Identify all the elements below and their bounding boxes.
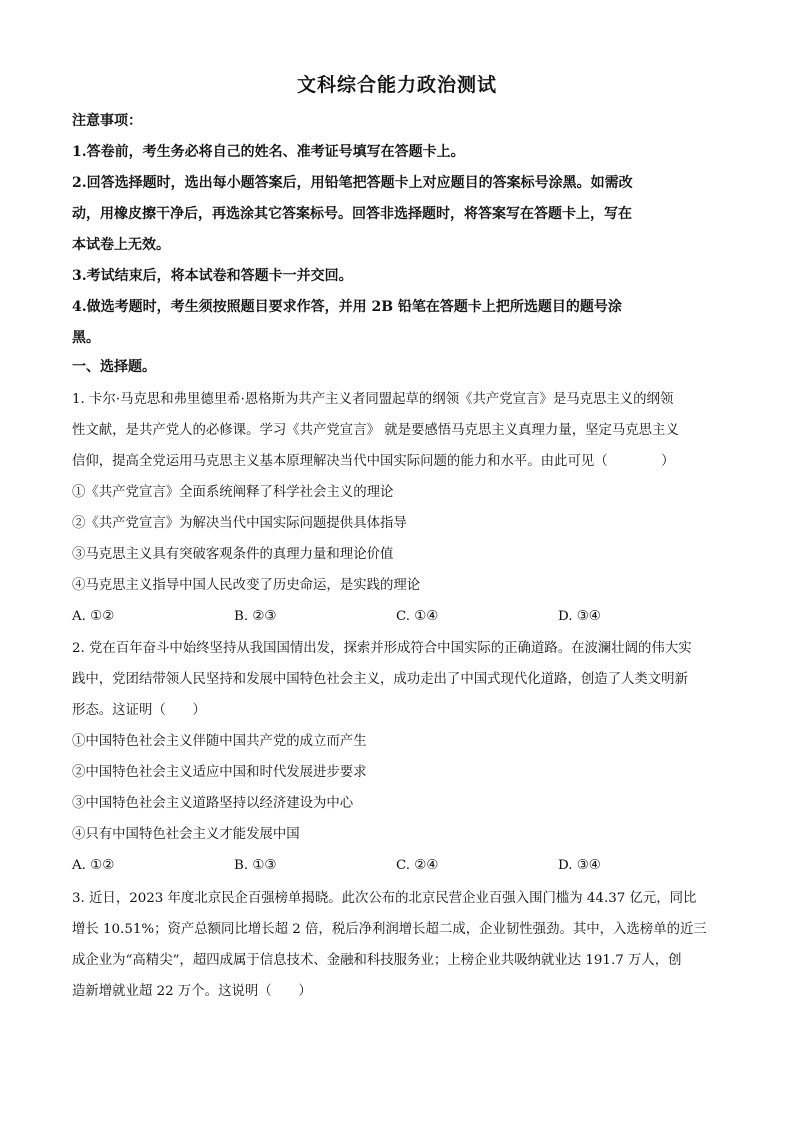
notice-line: 3.考试结束后，将本试卷和答题卡一并交回。	[72, 268, 353, 284]
question-2	[72, 633, 724, 881]
question-3	[72, 883, 724, 1007]
notice-line: 黑。	[72, 330, 100, 346]
answer-choices	[72, 850, 724, 881]
choice-c: C. ①④	[396, 609, 439, 624]
question-stem-line: 3. 近日，2023 年度北京民企百强榜单揭晓。此次公布的北京民营企业百强入围门槛为 44.37 亿元，同比	[72, 891, 697, 906]
question-stem-line: 2. 党在百年奋斗中始终坚持从我国国情出发，探索并形成符合中国实际的正确道路。在波澜壮阔的伟大实	[72, 641, 692, 656]
question-stem-line: 增长 10.51%；资产总额同比增长超 2 倍，税后净利润增长超二成，企业韧性强劲。其中，入选榜单的近三	[72, 922, 707, 937]
question-stem-line: 形态。这证明（ ）	[72, 703, 206, 718]
notice-heading: 注意事项：	[72, 113, 142, 129]
choice-c: C. ②④	[396, 858, 439, 873]
section-title: 一、选择题。	[72, 359, 156, 375]
choice-d: D. ③④	[558, 609, 601, 624]
question-1	[72, 384, 724, 632]
question-statement: ③中国特色社会主义道路坚持以经济建设为中心	[72, 796, 354, 811]
question-statement: ④马克思主义指导中国人民改变了历史命运，是实践的理论	[72, 578, 421, 593]
choice-b: B. ①③	[234, 858, 277, 873]
question-statement: ①中国特色社会主义伴随中国共产党的成立而产生	[72, 734, 367, 749]
question-stem-line: 信仰，提高全党运用马克思主义基本原理解决当代中国实际问题的能力和水平。由此可见（ ）	[72, 454, 675, 469]
question-statement: ②中国特色社会主义适应中国和时代发展进步要求	[72, 765, 367, 780]
choice-d: D. ③④	[558, 858, 601, 873]
question-stem-line: 性文献，是共产党人的必修课。学习《共产党宣言》 就是要感悟马克思主义真理力量，坚定马克思主义	[72, 423, 679, 438]
notice-line: 4.做选考题时，考生须按照题目要求作答，并用 2B 铅笔在答题卡上把所选题目的题号涂	[72, 299, 622, 315]
question-stem-line: 1. 卡尔·马克思和弗里德里希·恩格斯为共产主义者同盟起草的纲领《共产党宣言》是马克思主义的纲领	[72, 392, 674, 407]
question-statement: ①《共产党宣言》全面系统阐释了科学社会主义的理论	[72, 485, 394, 500]
notice-line: 本试卷上无效。	[72, 237, 170, 253]
notice-line: 2.回答选择题时，选出每小题答案后，用铅笔把答题卡上对应题目的答案标号涂黑。如需改	[72, 175, 633, 191]
question-stem-line: 成企业为“高精尖”，超四成属于信息技术、金融和科技服务业；上榜企业共吸纳就业达 191.7 万人，创	[72, 953, 682, 968]
question-statement: ④只有中国特色社会主义才能发展中国	[72, 827, 300, 842]
question-statement: ②《共产党宣言》为解决当代中国实际问题提供具体指导	[72, 516, 407, 531]
notice-block	[72, 106, 722, 354]
choice-a: A. ①②	[72, 858, 115, 873]
notice-line: 动，用橡皮擦干净后，再选涂其它答案标号。回答非选择题时，将答案写在答题卡上，写在	[72, 206, 632, 222]
answer-choices	[72, 601, 724, 632]
page-title: 文科综合能力政治测试	[296, 74, 497, 96]
question-statement: ③马克思主义具有突破客观条件的真理力量和理论价值	[72, 547, 394, 562]
choice-b: B. ②③	[234, 609, 277, 624]
notice-line: 1.答卷前，考生务必将自己的姓名、准考证号填写在答题卡上。	[72, 144, 465, 160]
question-stem-line: 践中，党团结带领人民坚持和发展中国特色社会主义，成功走出了中国式现代化道路，创造了人类文明新	[72, 672, 688, 687]
question-stem-line: 造新增就业超 22 万个。这说明（ ）	[72, 984, 312, 999]
choice-a: A. ①②	[72, 609, 115, 624]
